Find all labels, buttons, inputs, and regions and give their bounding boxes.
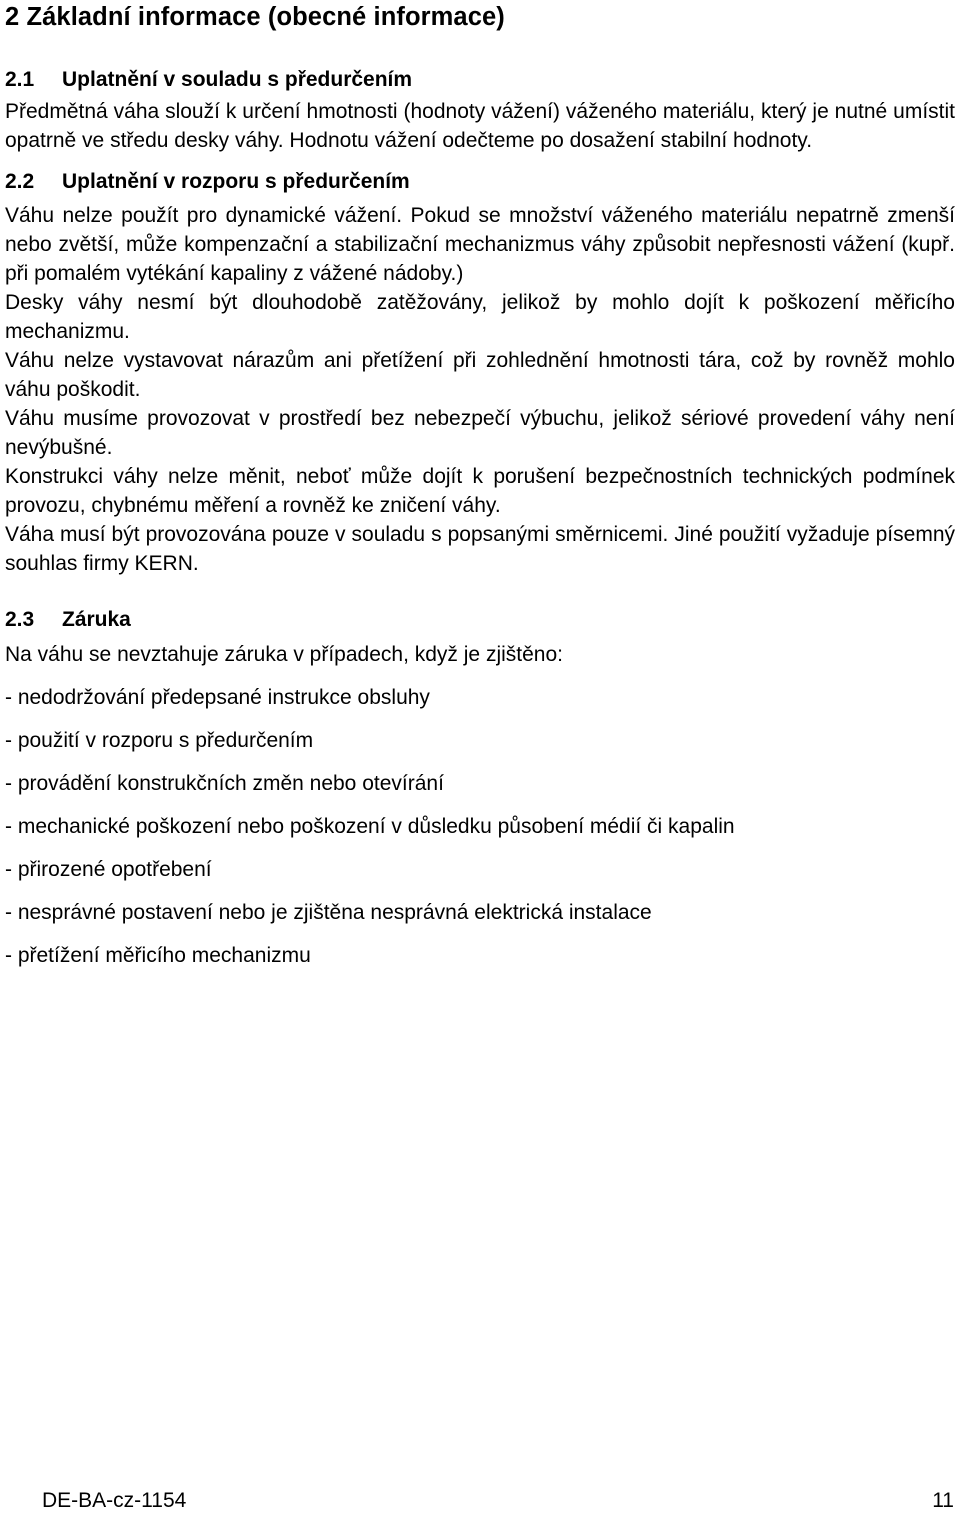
list-item: - přetížení měřicího mechanizmu <box>5 944 311 967</box>
paragraph: Desky váhy nesmí být dlouhodobě zatěžovány, jelikož by mohlo dojít k poškození měřicího mechanizmu. <box>5 291 955 343</box>
list-item: - nedodržování předepsané instrukce obsluhy <box>5 686 430 709</box>
paragraph: Váhu nelze vystavovat nárazům ani přetížení při zohlednění hmotnosti tára, což by rovněž mohlo váhu poškodit. <box>5 349 955 401</box>
paragraph: Konstrukci váhy nelze měnit, neboť může dojít k porušení bezpečnostních technických podmínek provozu, chybnému měření a rovněž ke zničení váhy. <box>5 465 955 517</box>
paragraph: Váhu nelze použít pro dynamické vážení. Pokud se množství váženého materiálu nepatrně zmenší nebo zvětší, může kompenzační a stabilizační mechanizmus váhy způsobit nepřesnosti vážení (kupř. při pomalém vytékání kapaliny z vážené nádoby.) <box>5 204 955 285</box>
paragraph: Předmětná váha slouží k určení hmotnosti (hodnoty vážení) váženého materiálu, který je nutné umístit opatrně ve středu desky váhy. Hodnotu vážení odečteme po dosažení stabilní hodnoty. <box>5 100 955 152</box>
list-item: - nesprávné postavení nebo je zjištěna nesprávná elektrická instalace <box>5 901 652 924</box>
warranty-intro: Na váhu se nevztahuje záruka v případech, když je zjištěno: <box>5 643 563 666</box>
list-item: - přirozené opotřebení <box>5 858 212 881</box>
paragraph: Váhu musíme provozovat v prostředí bez nebezpečí výbuchu, jelikož sériové provedení váhy není nevýbušné. <box>5 407 955 459</box>
section-title: Záruka <box>62 608 131 631</box>
document-code: DE-BA-cz-1154 <box>42 1489 187 1512</box>
section-2-2-heading <box>5 168 955 196</box>
document-page <box>5 0 955 970</box>
chapter-heading: 2 Základní informace (obecné informace) <box>5 3 505 31</box>
paragraph: Váha musí být provozována pouze v souladu s popsanými směrnicemi. Jiné použití vyžaduje písemný souhlas firmy KERN. <box>5 523 955 575</box>
warranty-exclusion-list <box>5 683 955 970</box>
section-number: 2.1 <box>5 68 35 91</box>
list-item: - mechanické poškození nebo poškození v důsledku působení médií či kapalin <box>5 815 735 838</box>
section-title: Uplatnění v souladu s předurčením <box>62 68 413 91</box>
section-2-1-heading <box>5 66 955 94</box>
list-item: - použití v rozporu s předurčením <box>5 729 314 752</box>
section-number: 2.3 <box>5 608 35 631</box>
section-2-1-body <box>5 97 955 155</box>
list-item: - provádění konstrukčních změn nebo otevírání <box>5 772 444 795</box>
section-title: Uplatnění v rozporu s předurčením <box>62 170 410 193</box>
section-2-2-body <box>5 201 955 578</box>
page-number: 11 <box>932 1489 954 1512</box>
section-number: 2.2 <box>5 170 35 193</box>
section-2-3-heading <box>5 606 955 634</box>
